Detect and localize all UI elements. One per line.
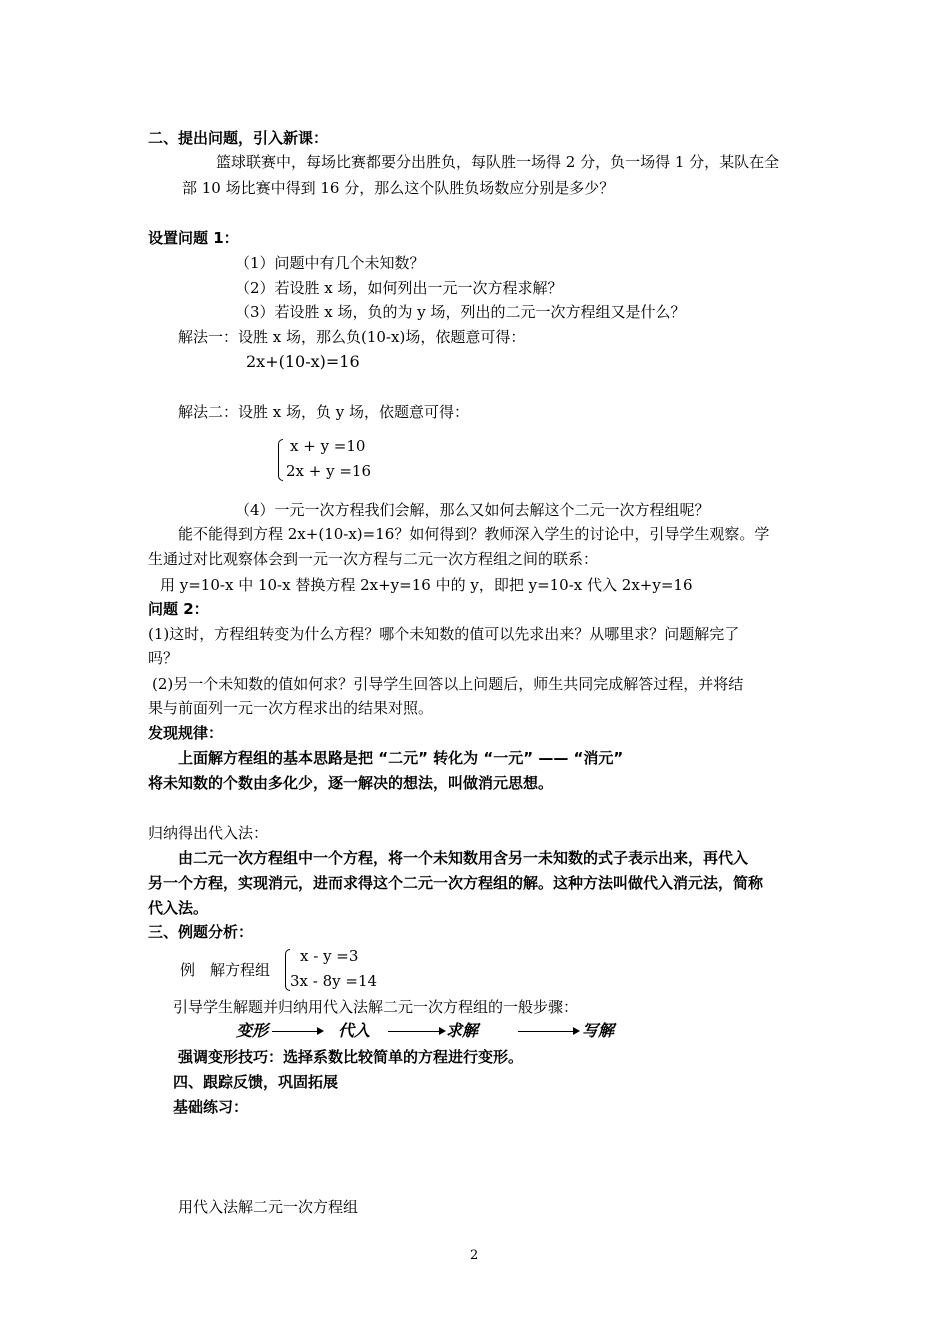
step-write-solution: 写解 [582,1021,615,1040]
step-transform: 变形 [236,1021,269,1040]
system-brace [278,439,283,481]
step-arrow-2 [388,1031,444,1032]
problem-1-question-4: （4）一元一次方程我们会解，那么又如何去解这个二元一次方程组呢？ [235,501,710,519]
section-4-heading: 四、跟踪反馈，巩固拓展 [173,1073,339,1091]
emphasis-text: 强调变形技巧：选择系数比较简单的方程进行变形。 [178,1048,524,1066]
discovery-heading: 发现规律： [148,724,224,742]
discovery-line-2: 将未知数的个数由多化少，逐一解决的想法，叫做消元思想。 [148,774,554,792]
induction-line-3: 代入法。 [148,899,209,917]
problem-2-question-1-line-1: (1)这时，方程组转变为什么方程？哪个未知数的值可以先求出来？从哪里求？问题解完了 [148,625,740,643]
discussion-line-1: 能不能得到方程 2x+(10-x)=16？如何得到？教师深入学生的讨论中，引导学生观察。学 [178,525,770,543]
basic-practice-heading: 基础练习： [173,1098,249,1116]
step-arrow-1 [272,1031,322,1032]
example-equation-1: x - y =3 [300,947,359,965]
problem-1-question-1: （1）问题中有几个未知数？ [235,254,425,272]
example-equation-2: 3x - 8y =14 [290,972,378,990]
intro-paragraph-line-1: 篮球联赛中，每场比赛都要分出胜负，每队胜一场得 2 分，负一场得 1 分，某队在全 [216,153,780,171]
method-1-text: 解法一：设胜 x 场，那么负(10-x)场，依题意可得： [178,328,526,346]
section-3-heading: 三、例题分析： [148,923,254,941]
induction-heading: 归纳得出代入法： [148,824,269,842]
discovery-line-1: 上面解方程组的基本思路是把 “二元” 转化为 “一元” —— “消元” [178,749,624,767]
section-2-heading: 二、提出问题，引入新课： [148,129,329,147]
system-equation-1: x + y =10 [290,437,366,455]
problem-1-question-2: （2）若设胜 x 场，如何列出一元一次方程求解？ [235,279,563,297]
induction-line-1: 由二元一次方程组中一个方程，将一个未知数用含另一未知数的式子表示出来，再代入 [178,849,749,867]
problem-1-question-3: （3）若设胜 x 场，负的为 y 场，列出的二元一次方程组又是什么？ [235,303,686,321]
step-solve: 求解 [446,1021,479,1040]
problem-1-heading: 设置问题 1： [148,229,239,247]
page-number: 2 [470,1248,479,1263]
exercise-text: 用代入法解二元一次方程组 [178,1198,359,1216]
intro-paragraph-line-2: 部 10 场比赛中得到 16 分，那么这个队胜负场数应分别是多少？ [182,179,615,197]
method-2-text: 解法二：设胜 x 场，负 y 场，依题意可得： [178,403,470,421]
induction-line-2: 另一个方程，实现消元，进而求得这个二元一次方程组的解。这种方法叫做代入消元法，简称 [148,874,764,892]
step-substitute: 代入 [338,1021,371,1040]
problem-2-question-2-line-1: (2)另一个未知数的值如何求？引导学生回答以上问题后，师生共同完成解答过程，并将结 [152,675,744,693]
system-equation-2: 2x + y =16 [286,462,372,480]
guide-text: 引导学生解题并归纳用代入法解二元一次方程组的一般步骤： [173,998,579,1016]
method-1-equation: 2x+(10-x)=16 [246,352,360,371]
problem-2-heading: 问题 2： [148,600,209,618]
problem-2-question-1-line-2: 吗？ [148,649,179,667]
substitution-line: 用 y=10-x 中 10-x 替换方程 2x+y=16 中的 y，即把 y=10-x 代入 2x+y=16 [160,576,693,594]
step-arrow-3 [518,1031,578,1032]
discussion-line-2: 生通过对比观察体会到一元一次方程与二元一次方程组之间的联系： [148,550,599,568]
problem-2-question-2-line-2: 果与前面列一元一次方程求出的结果对照。 [148,699,434,717]
example-label: 例 解方程组 [180,961,271,979]
